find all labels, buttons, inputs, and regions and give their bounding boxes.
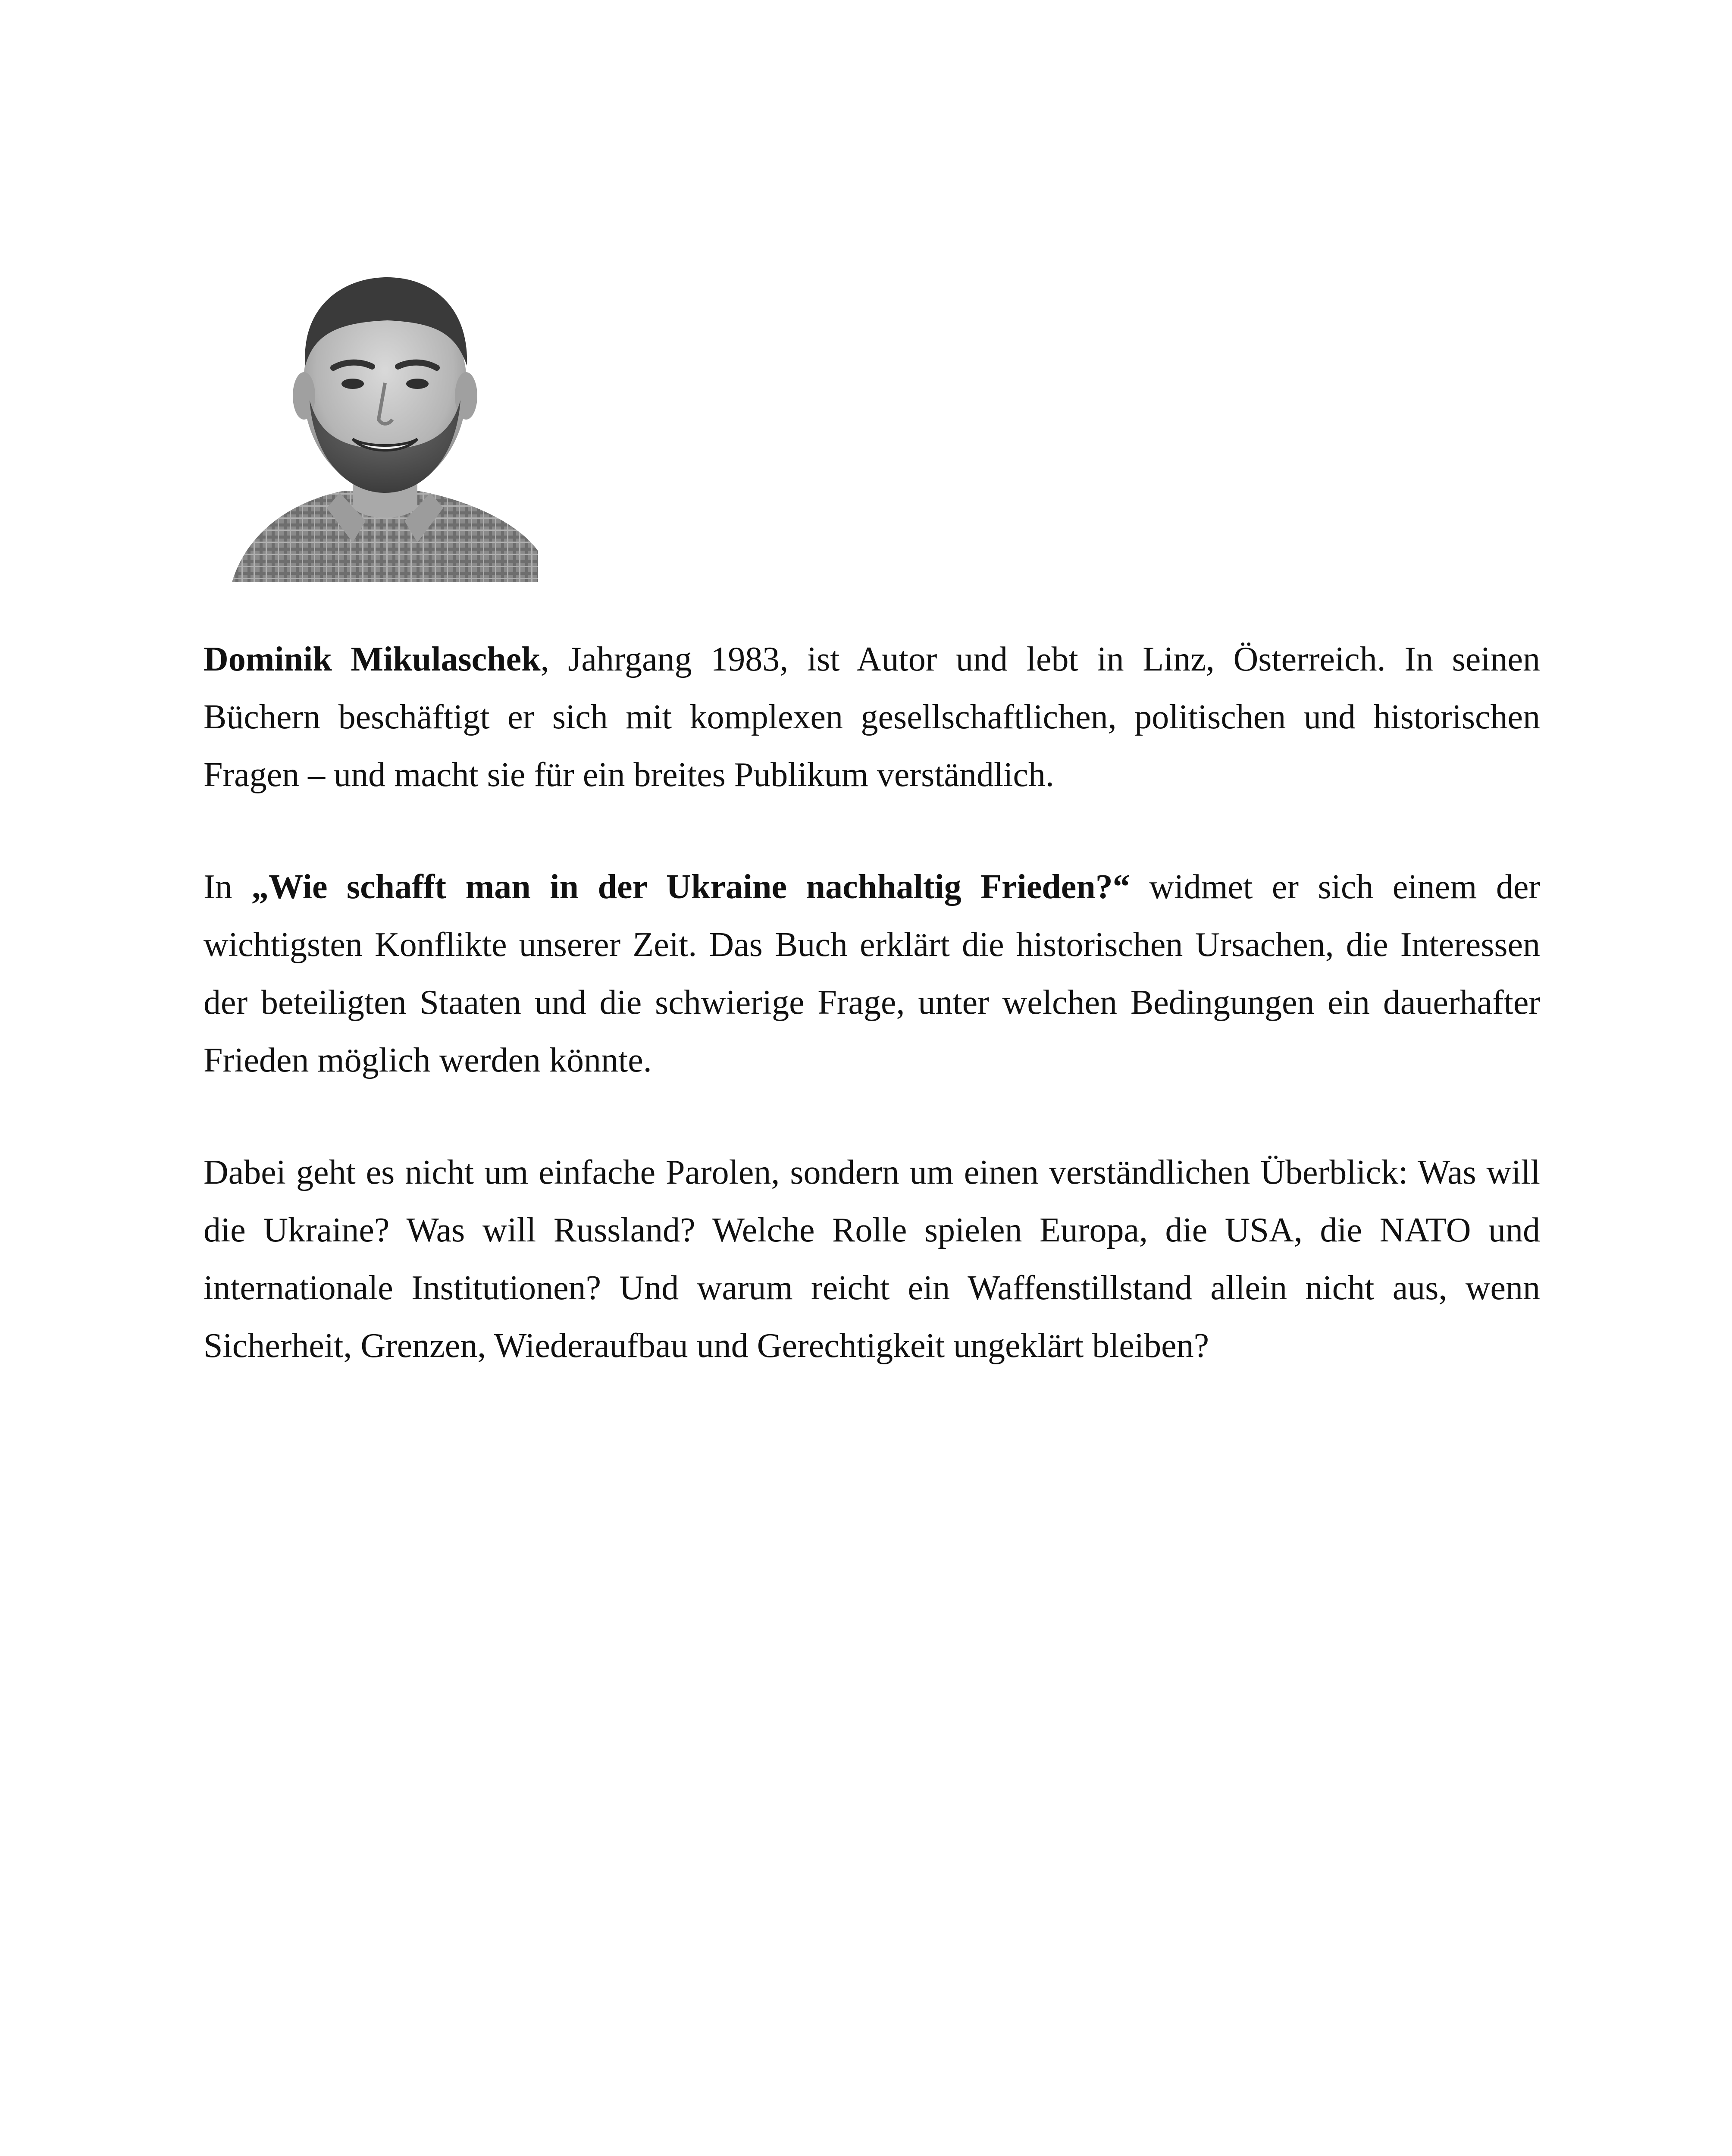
bio-paragraph-book	[204, 858, 1540, 1089]
author-portrait-image	[223, 258, 538, 582]
author-name: Dominik Mikulaschek	[204, 640, 541, 678]
author-bio-text	[204, 630, 1540, 1429]
bio-paragraph-author	[204, 630, 1540, 804]
bio-paragraph-closing	[204, 1144, 1540, 1375]
author-portrait-icon	[223, 258, 538, 582]
closing-text: Dabei geht es nicht um einfache Parolen, sondern um einen verständlichen Überblick: Was will die Ukraine? Was will Russland? Welche Rolle spielen Europa, die USA, die NATO und internationale Institutionen? Und warum reicht ein Waffenstillstand allein nicht aus, wenn Sicherheit, Grenzen, Wiederaufbau und Gerechtigkeit ungeklärt bleiben?	[204, 1153, 1540, 1365]
book-prefix: In	[204, 868, 252, 906]
author-intro: , Jahrgang 1983, ist Autor und lebt in Linz, Österreich. In seinen Büchern beschäftigt er sich mit komplexen gesellschaftlichen, politischen und historischen Fragen – und macht sie für ein breites Publikum verständlich.	[204, 640, 1540, 794]
book-title: „Wie schafft man in der Ukraine nachhaltig Frieden?“	[251, 868, 1130, 906]
book-description: widmet er sich einem der wichtigsten Konflikte unserer Zeit. Das Buch erklärt die historischen Ursachen, die Interessen der beteiligten Staaten und die schwierige Frage, unter welchen Bedingungen ein dauerhafter Frieden möglich werden könnte.	[204, 868, 1541, 1079]
